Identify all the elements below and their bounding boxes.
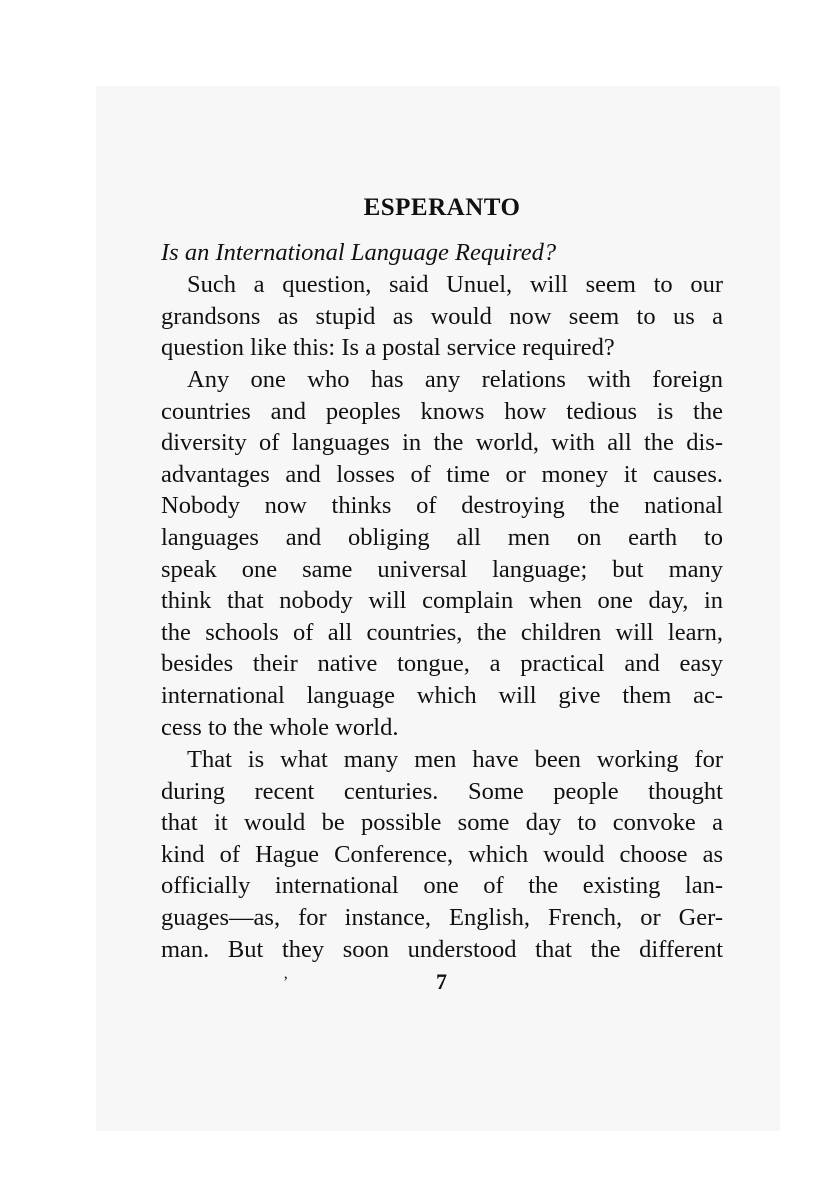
text-line: Such a question, said Unuel, will seem to our [187,271,723,298]
page-title: ESPERANTO [363,194,521,221]
text-line: kind of Hague Conference, which would choose as [161,840,723,868]
text-line: international language which will give them ac- [161,681,723,709]
text-line: diversity of languages in the world, with all the dis- [161,429,723,457]
text-line: Any one who has any relations with foreign [187,366,723,393]
text-line: that it would be possible some day to convoke a [161,809,723,837]
text-line: think that nobody will complain when one day, in [161,587,723,615]
paragraph-2 [161,364,723,743]
section-subtitle: Is an International Language Required? [161,239,557,266]
page-number: 7 [436,969,447,994]
text-line: question like this: Is a postal service required? [161,334,615,362]
text-line: guages—as, for instance, English, French, or Ger- [161,903,723,931]
text-line: during recent centuries. Some people thought [161,777,723,805]
text-line: advantages and losses of time or money it causes. [161,460,723,488]
text-line: Nobody now thinks of destroying the national [161,492,723,520]
text-line: cess to the whole world. [161,713,399,741]
paragraph-1 [161,269,723,364]
text-line: grandsons as stupid as would now seem to us a [161,302,723,330]
text-line: speak one same universal language; but many [161,555,723,583]
text-line: languages and obliging all men on earth to [161,523,723,551]
paragraph-3 [161,744,723,965]
text-line: the schools of all countries, the children will learn, [161,618,723,646]
text-line: countries and peoples knows how tedious is the [161,397,723,425]
text-line: besides their native tongue, a practical and easy [161,650,723,678]
text-line: officially international one of the existing lan- [161,872,723,900]
text-line: man. But they soon understood that the different [161,935,723,963]
printer-mark: ʼ [283,974,289,991]
text-line: That is what many men have been working for [187,746,723,773]
